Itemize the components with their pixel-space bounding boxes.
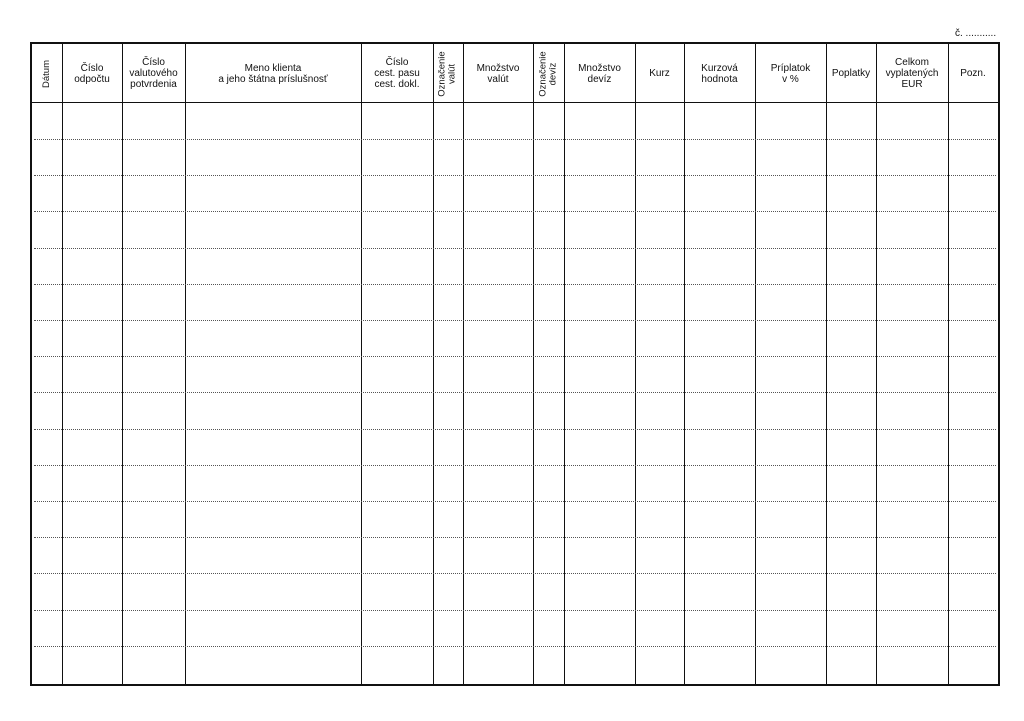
column-divider — [533, 44, 534, 684]
header-label-mnozstvo-deviz: Množstvo devíz — [578, 62, 621, 85]
header-cell-mnozstvo-valut — [463, 44, 533, 103]
header-label-oznacenie-valut: Označenie valút — [437, 50, 459, 97]
dotted-entry-line — [34, 175, 996, 176]
header-label-meno-klienta: Meno klienta a jeho štátna príslušnosť — [218, 62, 328, 85]
dotted-entry-line — [34, 356, 996, 357]
dotted-entry-line — [34, 646, 996, 647]
dotted-entry-line — [34, 610, 996, 611]
dotted-entry-line — [34, 139, 996, 140]
header-cell-oznacenie-deviz — [533, 44, 564, 103]
header-label-datum: Dátum — [41, 59, 53, 88]
page-number-label: č. ........... — [955, 28, 997, 39]
header-cell-pozn — [948, 44, 998, 103]
header-cell-mnozstvo-deviz — [564, 44, 635, 103]
header-cell-cislo-cest-pasu — [361, 44, 433, 103]
column-divider — [122, 44, 123, 684]
table-header-row — [32, 44, 998, 103]
dotted-entry-line — [34, 284, 996, 285]
header-label-celkom-vyplatenych: Celkom vyplatených EUR — [885, 57, 939, 90]
header-label-kurz: Kurz — [649, 68, 670, 79]
column-divider — [876, 44, 877, 684]
header-cell-datum — [32, 44, 62, 103]
dotted-entry-line — [34, 248, 996, 249]
dotted-entry-line — [34, 537, 996, 538]
header-cell-oznacenie-valut — [433, 44, 463, 103]
dotted-entry-line — [34, 392, 996, 393]
column-divider — [361, 44, 362, 684]
dotted-entry-line — [34, 211, 996, 212]
column-divider — [684, 44, 685, 684]
dotted-entry-line — [34, 429, 996, 430]
column-divider — [564, 44, 565, 684]
header-cell-priplatok — [755, 44, 826, 103]
header-cell-kurzova-hodnota — [684, 44, 755, 103]
header-label-cislo-valutoveho-potvrdenia: Číslo valutového potvrdenia — [129, 57, 178, 90]
column-divider — [463, 44, 464, 684]
header-label-cislo-odpoctu: Číslo odpočtu — [74, 62, 110, 85]
dotted-entry-line — [34, 501, 996, 502]
column-divider — [755, 44, 756, 684]
header-cell-kurz — [635, 44, 684, 103]
header-cell-cislo-valutoveho-potvrdenia — [122, 44, 185, 103]
header-cell-meno-klienta — [185, 44, 361, 103]
column-divider — [185, 44, 186, 684]
column-divider — [948, 44, 949, 684]
column-divider — [826, 44, 827, 684]
header-cell-poplatky — [826, 44, 876, 103]
header-label-oznacenie-deviz: Označenie devíz — [537, 50, 559, 97]
header-cell-cislo-odpoctu — [62, 44, 122, 103]
header-label-poplatky: Poplatky — [831, 68, 871, 79]
header-label-kurzova-hodnota: Kurzová hodnota — [701, 62, 738, 85]
column-divider — [433, 44, 434, 684]
dotted-entry-line — [34, 320, 996, 321]
header-label-pozn: Pozn. — [960, 68, 986, 79]
header-cell-celkom-vyplatenych — [876, 44, 948, 103]
column-divider — [62, 44, 63, 684]
header-label-cislo-cest-pasu: Číslo cest. pasu cest. dokl. — [374, 57, 420, 90]
column-divider — [635, 44, 636, 684]
header-label-priplatok: Príplatok v % — [770, 62, 811, 85]
dotted-entry-line — [34, 573, 996, 574]
exchange-ledger-table — [30, 42, 1000, 686]
header-label-mnozstvo-valut: Množstvo valút — [476, 62, 520, 85]
dotted-entry-line — [34, 465, 996, 466]
